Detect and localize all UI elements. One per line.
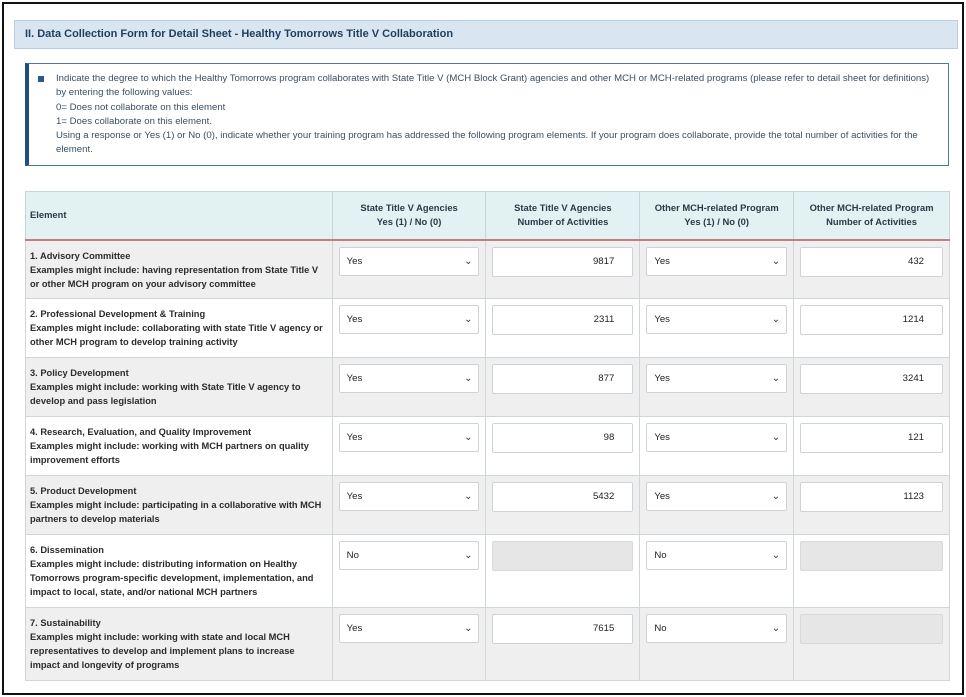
- table-row: [26, 240, 950, 299]
- title-v-count-input[interactable]: 98: [492, 423, 633, 453]
- chevron-down-icon: ⌄: [771, 314, 781, 325]
- chevron-down-icon: ⌄: [464, 623, 473, 634]
- mch-yesno-select[interactable]: Yes ⌄: [646, 364, 787, 393]
- title-v-yesno-select[interactable]: Yes ⌄: [339, 482, 480, 511]
- table-row: [26, 299, 950, 358]
- element-description: Examples might include: participating in a collaborative with MCH partners to develop materials: [30, 500, 322, 524]
- element-description: Examples might include: working with state and local MCH representatives to develop and implement plans to increase impact and longevity of programs: [30, 632, 295, 670]
- table-row: [26, 476, 950, 535]
- element-title: 3. Policy Development: [30, 368, 129, 378]
- mch-yesno-select[interactable]: Yes ⌄: [646, 305, 787, 334]
- element-title: 6. Dissemination: [30, 545, 104, 555]
- mch-yesno-cell: [640, 417, 794, 476]
- square-bullet-icon: [38, 76, 44, 82]
- title-v-yesno-cell: [332, 417, 486, 476]
- mch-count-input[interactable]: [800, 614, 943, 644]
- element-description: Examples might include: collaborating with state Title V agency or other MCH program to develop training activity: [30, 323, 323, 347]
- mch-yesno-cell: [640, 535, 794, 608]
- title-v-yesno-cell: [332, 535, 486, 608]
- title-v-count-cell: [486, 417, 640, 476]
- instructions-line-2: 0= Does not collaborate on this element: [56, 101, 226, 113]
- title-v-yesno-cell: [332, 240, 486, 299]
- element-title: 2. Professional Development & Training: [30, 309, 206, 319]
- element-description: Examples might include: working with State Title V agency to develop and pass legislation: [30, 382, 301, 406]
- mch-count-cell: [794, 358, 950, 417]
- element-cell: [26, 608, 333, 681]
- mch-yesno-select[interactable]: No ⌄: [646, 614, 787, 643]
- title-v-count-cell: [486, 608, 640, 681]
- mch-count-input[interactable]: [800, 541, 943, 571]
- element-cell: [26, 299, 333, 358]
- title-v-count-input[interactable]: 5432: [492, 482, 633, 512]
- mch-count-cell: [794, 608, 950, 681]
- mch-count-input[interactable]: 3241: [800, 364, 943, 394]
- chevron-down-icon: ⌄: [771, 432, 781, 443]
- table-row: [26, 608, 950, 681]
- form-frame: [2, 2, 964, 695]
- table-header-row: [26, 192, 950, 240]
- header-mch-yesno: Other MCH-related Program Yes (1) / No (0): [640, 192, 794, 240]
- header-title-v-yesno: State Title V Agencies Yes (1) / No (0): [332, 192, 486, 240]
- title-v-yesno-select[interactable]: Yes ⌄: [339, 614, 480, 643]
- element-description: Examples might include: having representation from State Title V or other MCH program on your advisory committee: [30, 264, 319, 289]
- element-cell: [26, 417, 333, 476]
- chevron-down-icon: ⌄: [771, 373, 781, 384]
- title-v-count-input[interactable]: 9817: [492, 247, 633, 277]
- element-cell: [26, 240, 333, 299]
- mch-yesno-select[interactable]: Yes ⌄: [646, 247, 787, 276]
- mch-yesno-cell: [640, 608, 794, 681]
- title-v-count-input[interactable]: [492, 541, 633, 571]
- mch-yesno-select[interactable]: Yes ⌄: [646, 423, 787, 452]
- instructions-line-1: Indicate the degree to which the Healthy Tomorrows program collaborates with State Title V (MCH Block Grant) agencies and other MCH or MCH-related programs (please refer to detail sheet for definitions) by entering the following values:: [56, 73, 930, 99]
- header-element: Element: [26, 192, 333, 240]
- chevron-down-icon: ⌄: [771, 491, 781, 502]
- element-title: 7. Sustainability: [30, 618, 101, 628]
- chevron-down-icon: ⌄: [464, 491, 473, 502]
- title-v-count-input[interactable]: 7615: [492, 614, 633, 644]
- section-header: [14, 20, 958, 49]
- header-mch-count: Other MCH-related Program Number of Activities: [794, 192, 950, 240]
- mch-yesno-cell: [640, 240, 794, 299]
- title-v-yesno-select[interactable]: Yes ⌄: [339, 364, 480, 393]
- chevron-down-icon: ⌄: [464, 373, 473, 384]
- chevron-down-icon: ⌄: [464, 432, 473, 443]
- mch-count-cell: [794, 299, 950, 358]
- mch-count-cell: [794, 476, 950, 535]
- title-v-yesno-cell: [332, 608, 486, 681]
- instructions-line-4: Using a response or Yes (1) or No (0), indicate whether your training program has addressed the following program elements. If your program does collaborate, provide the total number of activities for the element.: [56, 130, 918, 156]
- section-title: II. Data Collection Form for Detail Sheet - Healthy Tomorrows Title V Collaboration: [25, 28, 454, 40]
- element-title: 5. Product Development: [30, 486, 137, 496]
- mch-yesno-select[interactable]: No ⌄: [646, 541, 787, 570]
- mch-yesno-select[interactable]: Yes ⌄: [646, 482, 787, 511]
- element-cell: [26, 535, 333, 608]
- title-v-yesno-select[interactable]: Yes ⌄: [339, 423, 480, 452]
- title-v-yesno-select[interactable]: Yes ⌄: [339, 305, 480, 334]
- mch-count-cell: [794, 240, 950, 299]
- mch-yesno-cell: [640, 476, 794, 535]
- title-v-count-cell: [486, 240, 640, 299]
- title-v-yesno-select[interactable]: Yes ⌄: [339, 247, 480, 276]
- mch-yesno-cell: [640, 358, 794, 417]
- element-title: 1. Advisory Committee: [30, 250, 131, 261]
- mch-yesno-cell: [640, 299, 794, 358]
- collaboration-table: [25, 191, 950, 681]
- mch-count-input[interactable]: 1214: [800, 305, 943, 335]
- chevron-down-icon: ⌄: [464, 550, 473, 561]
- element-description: Examples might include: working with MCH partners on quality improvement efforts: [30, 441, 309, 465]
- chevron-down-icon: ⌄: [771, 550, 781, 561]
- title-v-yesno-cell: [332, 299, 486, 358]
- title-v-yesno-cell: [332, 358, 486, 417]
- title-v-count-cell: [486, 299, 640, 358]
- element-title: 4. Research, Evaluation, and Quality Improvement: [30, 427, 252, 437]
- chevron-down-icon: ⌄: [771, 623, 781, 634]
- title-v-yesno-select[interactable]: No ⌄: [339, 541, 480, 570]
- header-title-v-count: State Title V Agencies Number of Activities: [486, 192, 640, 240]
- title-v-yesno-cell: [332, 476, 486, 535]
- chevron-down-icon: ⌄: [464, 255, 473, 267]
- title-v-count-cell: [486, 535, 640, 608]
- chevron-down-icon: ⌄: [771, 255, 781, 267]
- table-row: [26, 358, 950, 417]
- element-cell: [26, 476, 333, 535]
- title-v-count-cell: [486, 358, 640, 417]
- title-v-count-input[interactable]: 877: [492, 364, 633, 394]
- chevron-down-icon: ⌄: [464, 314, 473, 325]
- element-cell: [26, 358, 333, 417]
- table-row: [26, 417, 950, 476]
- mch-count-cell: [794, 535, 950, 608]
- title-v-count-input[interactable]: 2311: [492, 305, 633, 335]
- element-description: Examples might include: distributing information on Healthy Tomorrows program-specific development, implementation, and impact to local, state, and/or national MCH partners: [30, 559, 314, 597]
- mch-count-input[interactable]: 432: [800, 247, 943, 277]
- instructions-line-3: 1= Does collaborate on this element.: [56, 115, 212, 127]
- title-v-count-cell: [486, 476, 640, 535]
- mch-count-input[interactable]: 1123: [800, 482, 943, 512]
- mch-count-input[interactable]: 121: [800, 423, 943, 453]
- table-row: [26, 535, 950, 608]
- instructions-box: [25, 63, 949, 166]
- mch-count-cell: [794, 417, 950, 476]
